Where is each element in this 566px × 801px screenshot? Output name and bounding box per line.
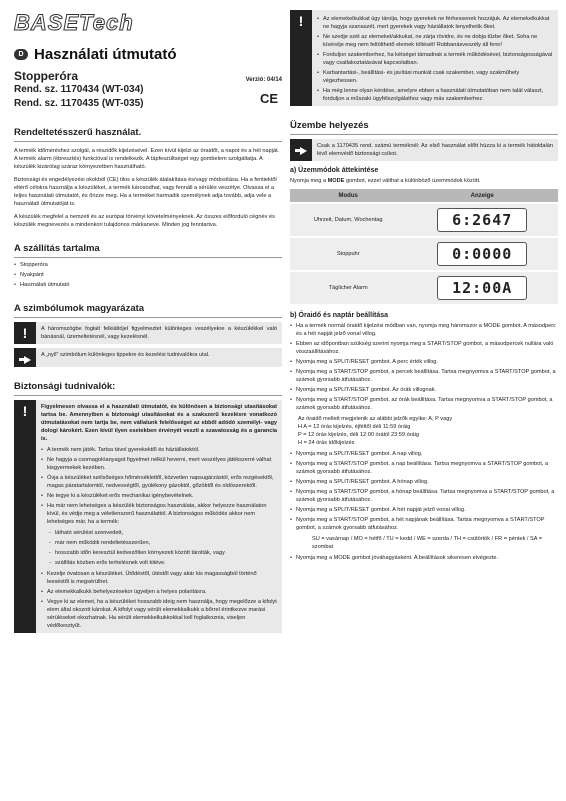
version-label: Verzió: 04/14	[245, 77, 282, 83]
setup-tip: Csak a 1170435 rend. számú terméknél: Az első használat előtt húzza ki a termék hátoldalán lévő elemvédő biztonsági csíkot.	[317, 143, 553, 157]
warning-list	[317, 15, 553, 103]
ce-mark: CE	[259, 91, 278, 106]
warning-icon: !	[14, 322, 36, 344]
mode-table	[290, 189, 558, 304]
symbols-section	[14, 303, 282, 367]
list-item: - szállítás közben erős terhelésnek volt kitéve.	[49, 559, 277, 567]
list-item: • Ne tegye ki a készüléket erős mechanikai igénybevételnek.	[41, 492, 277, 500]
clock-section	[290, 312, 558, 562]
section-heading: Rendeltetésszerű használat.	[14, 127, 282, 142]
setup-tip-box	[290, 139, 558, 161]
list-item: • Vegye ki az elemet, ha a készüléket hosszabb ideig nem használja, hogy megelőzze a kifolyt elem által okozott károkat. A kifolyt vagy sérült elemekkalkukk a bőrrel érintkezve marási sérüléseket okozhatnak. Ha sérült elemekkelkukkokkal kell foglalkoznia, viseljen védőkesztyűt.	[41, 598, 277, 630]
table-header: Anzeige	[406, 189, 558, 203]
mode-cell: Stoppuhr	[290, 237, 406, 271]
arrow-icon	[290, 139, 312, 161]
safety-list	[41, 446, 277, 526]
delivery-list	[14, 261, 282, 289]
table-row	[290, 237, 558, 271]
clock-steps	[290, 322, 558, 412]
list-item: • Ebben az időpontban szükség szerint nyomja meg a START/STOP gombot, a másodpercek nullára való visszaállításához.	[290, 340, 558, 356]
language-badge: D	[14, 49, 28, 60]
days-note: SU = vasárnap / MO = hétfő / TU = kedd / WE = szerda / TH = csütörtök / FR = péntek / SA = szombat	[312, 536, 543, 550]
subsection-heading: a) Üzemmódok áttekintése	[290, 167, 379, 174]
product-block	[14, 69, 282, 111]
list-item: • Nyomja meg a START/STOP gombot, az órák beállítása. Tartsa megnyomva a START/STOP gombot, a számok gyorsabb átfutásához.	[290, 396, 558, 412]
table-row	[290, 271, 558, 304]
paragraph: A készülék megfelel a nemzeti és az európai törvényi követelményeknek. Az összes előforduló cégnév és készülék megnevezés a mindenkori tulajdonos márkaneve. Minden jog fenntartva.	[14, 214, 275, 228]
list-item: • Kezelje óvatosan a készüléket. Ütődéstől, ütéstől vagy akár kis magasságból történő leeséstől is megsérülhet.	[41, 570, 277, 586]
clock-final	[290, 554, 558, 562]
format-line: H A = 12 órás kijelzés, éjféltől déli 11:59 óráig	[298, 424, 411, 430]
list-item: • Karbantartási-, beállítási- és javítási munkát csak szakember, vagy szakműhely végezhessen.	[317, 69, 553, 85]
lcd-display: 12:00A	[437, 276, 527, 300]
list-item: • Nyomja meg a MODE gombot jóváhagyásként. A beállítások sikeresen elvégezte.	[290, 554, 558, 562]
list-item: - már nem működik rendeltetésszerűen,	[49, 539, 277, 547]
warning-symbol-text: A háromszögbe foglalt felkiáltójel figyelmeztet különleges veszélyekre a készülékkel való bánásnál, üzemeltetésnél, vagy kezelésnél.	[41, 326, 277, 340]
safety-sub-list	[49, 529, 277, 567]
section-heading: Üzembe helyezés	[290, 120, 558, 135]
arrow-symbol-text: A „nyíl” szimbólum különleges tippekre és kezelési tudnivalókra utal.	[41, 352, 210, 358]
list-item: • Stopperóra	[14, 261, 282, 269]
intended-use-section	[14, 127, 282, 229]
list-item: • Nyomja meg a SPLIT/RESET gombot. A hónap villog.	[290, 478, 558, 486]
list-item: - hosszabb időn keresztül kedvezőtlen környezeti között tárolták, vagy	[49, 549, 277, 557]
arrow-symbol-box	[14, 348, 282, 367]
warning-icon: !	[290, 10, 312, 106]
list-item: • Nyomja meg a START/STOP gombot, a percek beállítása. Tartsa megnyomva a START/STOP gombot, a számok gyorsabb átfutásához.	[290, 368, 558, 384]
safety-section	[14, 381, 282, 633]
table-row	[290, 203, 558, 237]
list-item: • Ne szedje szét az elemeket/akkukat, ne zárja rövidre, és ne dobja tűzbe őket. Soha ne kísérelje meg nem feltölthető elemek töltését! Robbanásveszély áll fenn!	[317, 33, 553, 49]
format-line: H = 24 órás időkijelzés	[298, 440, 355, 446]
delivery-section	[14, 243, 282, 289]
list-item: • Ha a termék normál óraidő kijelzési módban van, nyomja meg háromszor a MODE gombot. A másodperc és a hét napját jelző vonal villog.	[290, 322, 558, 338]
list-item: - látható sérülést szenvedett,	[49, 529, 277, 537]
arrow-icon	[14, 348, 36, 367]
paragraph: A termék időméréshez szolgál, a részidők kijelzésével. Ezen kívül kijelzi az óraidőt, a napot és a hét napját. A termék alarm (ébresztés) funkcióval is rendelkezik. A tápfeszültséget egy gombelem szolgáltatja. A készülék kizárólag száraz környezetben használható.	[14, 148, 280, 170]
list-item: • Használati útmutató	[14, 281, 282, 289]
list-item: • Ha már nem lehetséges a készülék biztonságos használata, akkor helyezze használaton kívül, és védje meg a véletlenszerű használattól. A biztonságos működés akkor nem lehetséges már, ha a termék:	[41, 502, 277, 526]
list-item: • Óvja a készüléket szélsőséges hőmérséklettől, közvetlen napsugárzástól, erős rezgésektől, magas páratartalomtól, nedvességtől, gyúlékony gázoktól, gőzöktől és oldószerektől.	[41, 474, 277, 490]
lcd-display: 6:2647	[437, 208, 527, 232]
right-warning-box	[290, 10, 558, 106]
list-item: • Az elemekkalkukk behelyezésekor ügyeljen a helyes polaritásra.	[41, 588, 277, 596]
order-number: Rend. sz. 1170434 (WT-034)	[14, 84, 144, 95]
list-item: • Nyomja meg a SPLIT/RESET gombot. A nap villog.	[290, 450, 558, 458]
title-row	[14, 46, 282, 63]
section-heading: Biztonsági tudnivalók:	[14, 381, 282, 396]
list-item: • Az elemekelkukkat úgy tárolja, hogy gyerekek ne férhessenek hozzájuk. Az elemekelkukkat ne hagyja szanaszét, mert gyerekek vagy háziállatok lenyelhetik őket.	[317, 15, 553, 31]
list-item: • Nyakpánt	[14, 271, 282, 279]
list-item: • Nyomja meg a SPLIT/RESET gombot. Az órák villognak.	[290, 386, 558, 394]
product-name: Stopperóra	[14, 69, 79, 83]
format-note: Az óraidő mellett megjelenik az alábbi jelzők egyike: A, P vagy	[298, 416, 453, 422]
safety-intro: Figyelmesen olvassa el a használati útmutatót, és különösen a biztonsági utasításokat tartsa be. Amennyiben a biztonsági utasításokat és a szakszerű kezelésre vonatkozó útmutatásokat nem tartja be, nem vállalunk felelősséget az ebből adódó személyi- vagy dologi károkért. Ezen kívül ilyen esetekben érvényét veszti a szavatosság és a garancia is.	[41, 404, 277, 442]
section-heading: A szimbólumok magyarázata	[14, 303, 282, 318]
section-heading: A szállítás tartalma	[14, 243, 282, 258]
list-item: • Nyomja meg a START/STOP gombot, a hét napjának beállítása. Tartsa megnyomva a START/STOP gombot, a számok gyorsabb átfutásához.	[290, 516, 558, 532]
lcd-display: 0:0000	[437, 242, 527, 266]
list-item: • Nyomja meg a SPLIT/RESET gombot. A hét napját jelző vonal villog.	[290, 506, 558, 514]
mode-intro: Nyomja meg a MODE gombot, ezzel válthat a különböző üzemmódok között.	[290, 178, 481, 184]
mode-cell: Uhrzeit, Datum, Wochentag	[290, 203, 406, 237]
subsection-heading: b) Óraidő és naptár beállítása	[290, 312, 389, 319]
warning-symbol-box	[14, 322, 282, 344]
right-column	[290, 10, 558, 562]
paragraph: Biztonsági és engedélyezési okokból (CE) tilos a készülék átalakítása és/vagy módosítása. Ha a fentiektől eltérő célokra használja a készüléket, a termék károsodhat, vagy fennáll a sérülés veszélye. Olvassa el a teljes használati útmutatót, és őrizze meg. Ha a terméket harmadik személynek adja tovább, adja vele a használati útmutatóját is.	[14, 177, 277, 207]
order-number: Rend. sz. 1170435 (WT-035)	[14, 98, 144, 109]
format-line: P = 12 órás kijelzés, déli 12:00 órától 23:59 óráig	[298, 432, 420, 438]
safety-box	[14, 400, 282, 633]
list-item: • Nyomja meg a SPLIT/RESET gombot. A perc érték villog.	[290, 358, 558, 366]
list-item: • Nyomja meg a START/STOP gombot, a hónap beállítása. Tartsa megnyomva a START/STOP gombot, a számok gyorsabb átfutásához.	[290, 488, 558, 504]
list-item: • Nyomja meg a START/STOP gombot, a nap beállítása. Tartsa megnyomva a START/STOP gombot, a számok gyorsabb átfutásához.	[290, 460, 558, 476]
safety-list-cont	[41, 570, 277, 630]
clock-steps-2	[290, 450, 558, 532]
mode-cell: Täglicher Alarm	[290, 271, 406, 304]
page-title: Használati útmutató	[34, 46, 177, 63]
list-item: • Forduljon szakemberhez, ha kétségei támadnak a termék működésével, biztonságosságával vagy csatlakoztatásával kapcsolatban.	[317, 51, 553, 67]
list-item: • A termék nem játék. Tartsa távol gyerekektől és háziállatoktól.	[41, 446, 277, 454]
list-item: • Ha még lenne olyan kérdése, amelyre ebben a használati útmutatóban nem talál választ, forduljon a műszaki ügyfélszolgálathoz vagy más szakemberhez.	[317, 87, 553, 103]
table-header: Modus	[290, 189, 406, 203]
warning-icon: !	[14, 400, 36, 633]
brand-logo: BASETech	[14, 10, 134, 35]
setup-section	[290, 120, 558, 304]
list-item: • Ne hagyja a csomagolóanyagot figyelmet nélkül heverni, mert veszélyes játékszerré válhat kisgyermekek kezében.	[41, 456, 277, 472]
left-column	[14, 10, 282, 633]
